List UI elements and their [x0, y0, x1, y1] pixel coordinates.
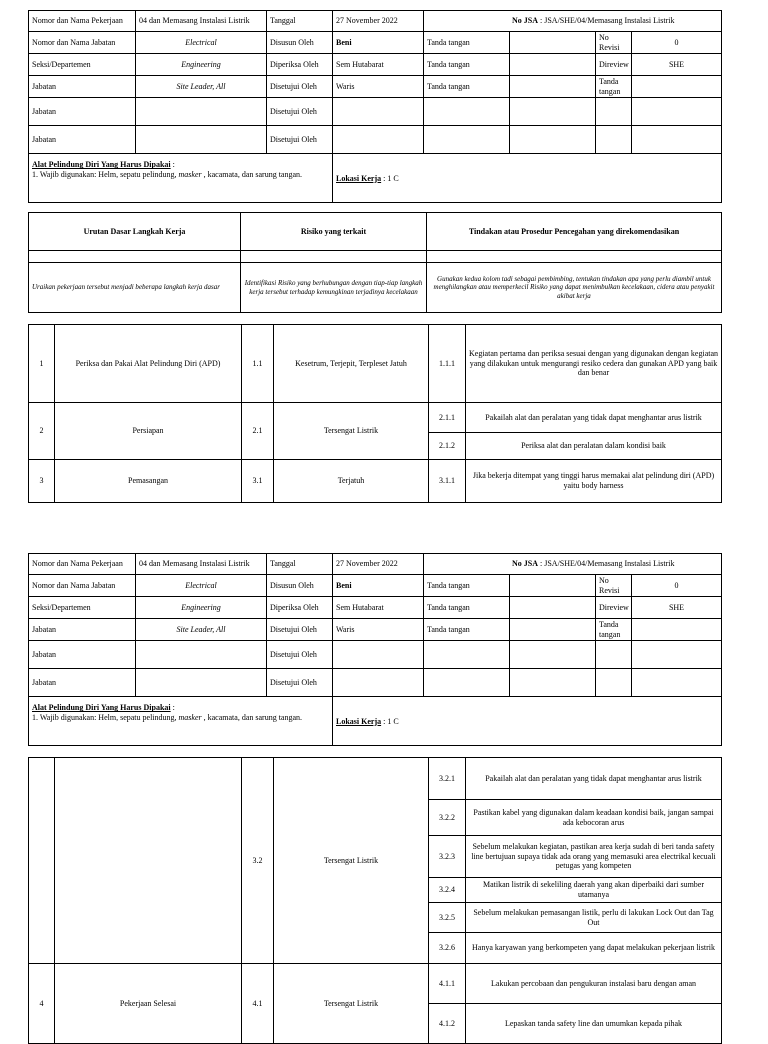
step-no: 2	[29, 403, 55, 460]
diperiksa-value: Sem Hutabarat	[333, 597, 424, 619]
action-text: Periksa alat dan peralatan dalam kondisi baik	[466, 433, 722, 460]
table-row	[29, 325, 722, 403]
seksi-label: Seksi/Departemen	[29, 597, 136, 619]
action-no: 3.2.2	[429, 800, 466, 836]
lokasi-value: : 1 C	[383, 716, 399, 726]
jabatan3-empty	[136, 641, 267, 669]
col-desc-langkah: Uraikan pekerjaan tersebut menjadi beberapa langkah kerja dasar	[29, 263, 241, 313]
disetujui3-label: Disetujui Oleh	[267, 669, 333, 697]
jabatan4-empty	[136, 126, 267, 154]
action-no: 3.2.4	[429, 878, 466, 903]
empty-c	[510, 641, 596, 669]
action-no: 3.2.6	[429, 933, 466, 964]
nomor-value: 04 dan Memasang Instalasi Listrik	[136, 554, 267, 575]
no-revisi-label	[596, 32, 632, 54]
lokasi-label: Lokasi Kerja	[336, 173, 382, 183]
apd-text-2: , kacamata, dan sarung tangan.	[201, 712, 303, 722]
tanggal-value: 27 November 2022	[333, 554, 424, 575]
apd-masker: masker	[178, 712, 202, 722]
risk-no: 1.1	[242, 325, 274, 403]
nomor-value: 04 dan Memasang Instalasi Listrik	[136, 11, 267, 32]
diperiksa-label: Diperiksa Oleh	[267, 54, 333, 76]
col-header-tindakan: Tindakan atau Prosedur Pencegahan yang direkomendasikan	[427, 213, 722, 251]
step-no: 3	[29, 460, 55, 503]
jabatan2-value: Site Leader, All	[136, 619, 267, 641]
jabatan3-empty	[136, 98, 267, 126]
risk-text: Tersengat Listrik	[274, 758, 429, 964]
risk-text: Tersengat Listrik	[274, 403, 429, 460]
direview-label: Direview	[596, 597, 632, 619]
ttd-empty	[510, 32, 596, 54]
empty-b	[424, 641, 510, 669]
action-text: Pastikan kabel yang digunakan dalam keadaan kondisi baik, jangan sampai ada kebocoran arus	[466, 800, 722, 836]
action-no: 4.1.2	[429, 1004, 466, 1044]
risk-no: 3.2	[242, 758, 274, 964]
col-desc-risiko: Identifikasi Risiko yang berhubungan dengan tiap-tiap langkah kerja tersebut terhadap kemungkinan terjadinya kecelakaan	[241, 263, 427, 313]
empty-a	[333, 641, 424, 669]
table-row	[29, 758, 722, 800]
jsa-header-table-2	[28, 553, 722, 746]
ttd-label-2: Tanda tangan	[424, 597, 510, 619]
col-spacer-2	[241, 251, 427, 263]
empty-f	[333, 669, 424, 697]
tanggal-label: Tanggal	[267, 11, 333, 32]
action-no: 3.2.1	[429, 758, 466, 800]
ttd-label-3: Tanda tangan	[424, 76, 510, 98]
empty-h	[510, 669, 596, 697]
risk-text: Kesetrum, Terjepit, Terpleset Jatuh	[274, 325, 429, 403]
no-jsa-cell	[424, 554, 722, 575]
table-row	[29, 460, 722, 503]
jabatan2-label: Jabatan	[29, 76, 136, 98]
no-jsa-label: No JSA	[512, 16, 539, 26]
diperiksa-value: Sem Hutabarat	[333, 54, 424, 76]
no-revisi-text: No Revisi	[599, 33, 620, 52]
jabatan3-label: Jabatan	[29, 98, 136, 126]
tanggal-label: Tanggal	[267, 554, 333, 575]
action-text: Lakukan percobaan dan pengukuran instalasi baru dengan aman	[466, 964, 722, 1004]
diperiksa-label: Diperiksa Oleh	[267, 597, 333, 619]
apd-cell: Alat Pelindung Diri Yang Harus Dipakai : 1. Wajib digunakan: Helm, sepatu pelindung, masker , kacamata, dan sarung tangan.	[29, 697, 333, 746]
ttd-empty-2	[510, 597, 596, 619]
col-spacer-1	[29, 251, 241, 263]
ttd-empty-2	[510, 54, 596, 76]
empty-b	[424, 98, 510, 126]
no-jsa-value: : JSA/SHE/04/Memasang Instalasi Listrik	[540, 559, 675, 569]
action-no: 3.2.5	[429, 903, 466, 933]
action-no: 4.1.1	[429, 964, 466, 1004]
disetujui-label: Disetujui Oleh	[267, 76, 333, 98]
empty-e	[632, 641, 722, 669]
empty-g	[424, 126, 510, 154]
step-name: Periksa dan Pakai Alat Pelindung Diri (APD)	[55, 325, 242, 403]
col-desc-tindakan: Gunakan kedua kolom tadi sebagai pembimbing, tentukan tindakan apa yang perlu diambil untuk menghilangkan atau memperkecil Risiko yang dapat menimbulkan kecelakaan, cidera atau penyakit akibat kerja	[427, 263, 722, 313]
risk-text: Tersengat Listrik	[274, 964, 429, 1044]
column-header-table	[28, 212, 722, 313]
jabatan2-label: Jabatan	[29, 619, 136, 641]
empty-i	[596, 126, 632, 154]
jabatan-label: Nomor dan Nama Jabatan	[29, 575, 136, 597]
action-text: Pakailah alat dan peralatan yang tidak dapat menghantar arus listrik	[466, 403, 722, 433]
disusun-value: Beni	[333, 32, 424, 54]
disetujui2-label: Disetujui Oleh	[267, 98, 333, 126]
jabatan-value: Electrical	[136, 575, 267, 597]
no-revisi-value: 0	[632, 575, 722, 597]
lokasi-cell	[333, 154, 722, 203]
action-no: 3.1.1	[429, 460, 466, 503]
action-text: Pakailah alat dan peralatan yang tidak dapat menghantar arus listrik	[466, 758, 722, 800]
jabatan2-value: Site Leader, All	[136, 76, 267, 98]
empty-d	[596, 98, 632, 126]
disetujui3-label: Disetujui Oleh	[267, 126, 333, 154]
ttd2-empty	[632, 76, 722, 98]
action-no: 3.2.3	[429, 836, 466, 878]
jabatan-label: Nomor dan Nama Jabatan	[29, 32, 136, 54]
no-jsa-cell	[424, 11, 722, 32]
lokasi-value: : 1 C	[383, 173, 399, 183]
step-no-empty	[29, 758, 55, 964]
jabatan-value: Electrical	[136, 32, 267, 54]
disusun-value: Beni	[333, 575, 424, 597]
empty-d	[596, 641, 632, 669]
apd-masker: masker	[178, 169, 202, 179]
col-header-risiko: Risiko yang terkait	[241, 213, 427, 251]
col-spacer-3	[427, 251, 722, 263]
ttd-empty-3	[510, 619, 596, 641]
empty-h	[510, 126, 596, 154]
action-text: Matikan listrik di sekeliling daerah yang akan diperbaiki dari sumber utamanya	[466, 878, 722, 903]
ttd2-label: Tanda tangan	[596, 619, 632, 641]
step-name: Pekerjaan Selesai	[55, 964, 242, 1044]
step-no: 4	[29, 964, 55, 1044]
step-name-empty	[55, 758, 242, 964]
table-row	[29, 403, 722, 433]
table-row	[29, 964, 722, 1004]
step-name: Pemasangan	[55, 460, 242, 503]
ttd-label: Tanda tangan	[424, 575, 510, 597]
empty-j	[632, 126, 722, 154]
action-text: Sebelum melakukan kegiatan, pastikan area kerja sudah di beri tanda safety line bertujuan supaya tidak ada orang yang memasuki area electrikal kecuali petugas yang kompeten	[466, 836, 722, 878]
risk-no: 2.1	[242, 403, 274, 460]
no-revisi-value: 0	[632, 32, 722, 54]
action-text: Kegiatan pertama dan periksa sesuai dengan yang digunakan dengan kegiatan yang dilakukan untuk mengurangi resiko cedera dan gunakan APD yang baik dan benar	[466, 325, 722, 403]
empty-j	[632, 669, 722, 697]
no-jsa-label: No JSA	[512, 559, 539, 569]
ttd2-empty	[632, 619, 722, 641]
jabatan4-label: Jabatan	[29, 669, 136, 697]
steps-table-1	[28, 324, 722, 503]
empty-i	[596, 669, 632, 697]
tanggal-value: 27 November 2022	[333, 11, 424, 32]
apd-cell: Alat Pelindung Diri Yang Harus Dipakai : 1. Wajib digunakan: Helm, sepatu pelindung, masker , kacamata, dan sarung tangan.	[29, 154, 333, 203]
apd-title: Alat Pelindung Diri Yang Harus Dipakai	[32, 703, 171, 713]
col-header-langkah: Urutan Dasar Langkah Kerja	[29, 213, 241, 251]
ttd2-label: Tanda tangan	[596, 76, 632, 98]
risk-no: 4.1	[242, 964, 274, 1044]
direview-value: SHE	[632, 597, 722, 619]
ttd-empty-3	[510, 76, 596, 98]
no-jsa-value: : JSA/SHE/04/Memasang Instalasi Listrik	[540, 16, 675, 26]
disetujui-value: Waris	[333, 76, 424, 98]
action-text: Sebelum melakukan pemasangan listik, perlu di lakukan Lock Out dan Tag Out	[466, 903, 722, 933]
empty-g	[424, 669, 510, 697]
disetujui2-label: Disetujui Oleh	[267, 641, 333, 669]
direview-value: SHE	[632, 54, 722, 76]
jabatan3-label: Jabatan	[29, 641, 136, 669]
disusun-label: Disusun Oleh	[267, 32, 333, 54]
action-text: Hanya karyawan yang berkompeten yang dapat melakukan pekerjaan listrik	[466, 933, 722, 964]
ttd-label-3: Tanda tangan	[424, 619, 510, 641]
disusun-label: Disusun Oleh	[267, 575, 333, 597]
jabatan4-label: Jabatan	[29, 126, 136, 154]
action-no: 1.1.1	[429, 325, 466, 403]
action-text: Lepaskan tanda safety line dan umumkan kepada pihak	[466, 1004, 722, 1044]
empty-f	[333, 126, 424, 154]
apd-text-1: 1. Wajib digunakan: Helm, sepatu pelindung,	[32, 712, 179, 722]
lokasi-cell	[333, 697, 722, 746]
lokasi-label: Lokasi Kerja	[336, 716, 382, 726]
seksi-label: Seksi/Departemen	[29, 54, 136, 76]
action-no: 2.1.1	[429, 403, 466, 433]
nomor-label: Nomor dan Nama Pekerjaan	[29, 11, 136, 32]
ttd-empty	[510, 575, 596, 597]
no-revisi-label: No Revisi	[596, 575, 632, 597]
action-text: Jika bekerja ditempat yang tinggi harus memakai alat pelindung diri (APD) yaitu body harness	[466, 460, 722, 503]
seksi-value: Engineering	[136, 54, 267, 76]
jsa-header-table-1	[28, 10, 722, 203]
disetujui-label: Disetujui Oleh	[267, 619, 333, 641]
nomor-label: Nomor dan Nama Pekerjaan	[29, 554, 136, 575]
empty-a	[333, 98, 424, 126]
step-name: Persiapan	[55, 403, 242, 460]
ttd-label: Tanda tangan	[424, 32, 510, 54]
apd-text-2: , kacamata, dan sarung tangan.	[201, 169, 303, 179]
disetujui-value: Waris	[333, 619, 424, 641]
direview-label: Direview	[596, 54, 632, 76]
apd-title: Alat Pelindung Diri Yang Harus Dipakai	[32, 160, 171, 170]
action-no: 2.1.2	[429, 433, 466, 460]
jabatan4-empty	[136, 669, 267, 697]
risk-no: 3.1	[242, 460, 274, 503]
empty-e	[632, 98, 722, 126]
ttd-label-2: Tanda tangan	[424, 54, 510, 76]
apd-text-1: 1. Wajib digunakan: Helm, sepatu pelindung,	[32, 169, 179, 179]
risk-text: Terjatuh	[274, 460, 429, 503]
seksi-value: Engineering	[136, 597, 267, 619]
steps-table-2	[28, 757, 722, 1044]
empty-c	[510, 98, 596, 126]
step-no: 1	[29, 325, 55, 403]
